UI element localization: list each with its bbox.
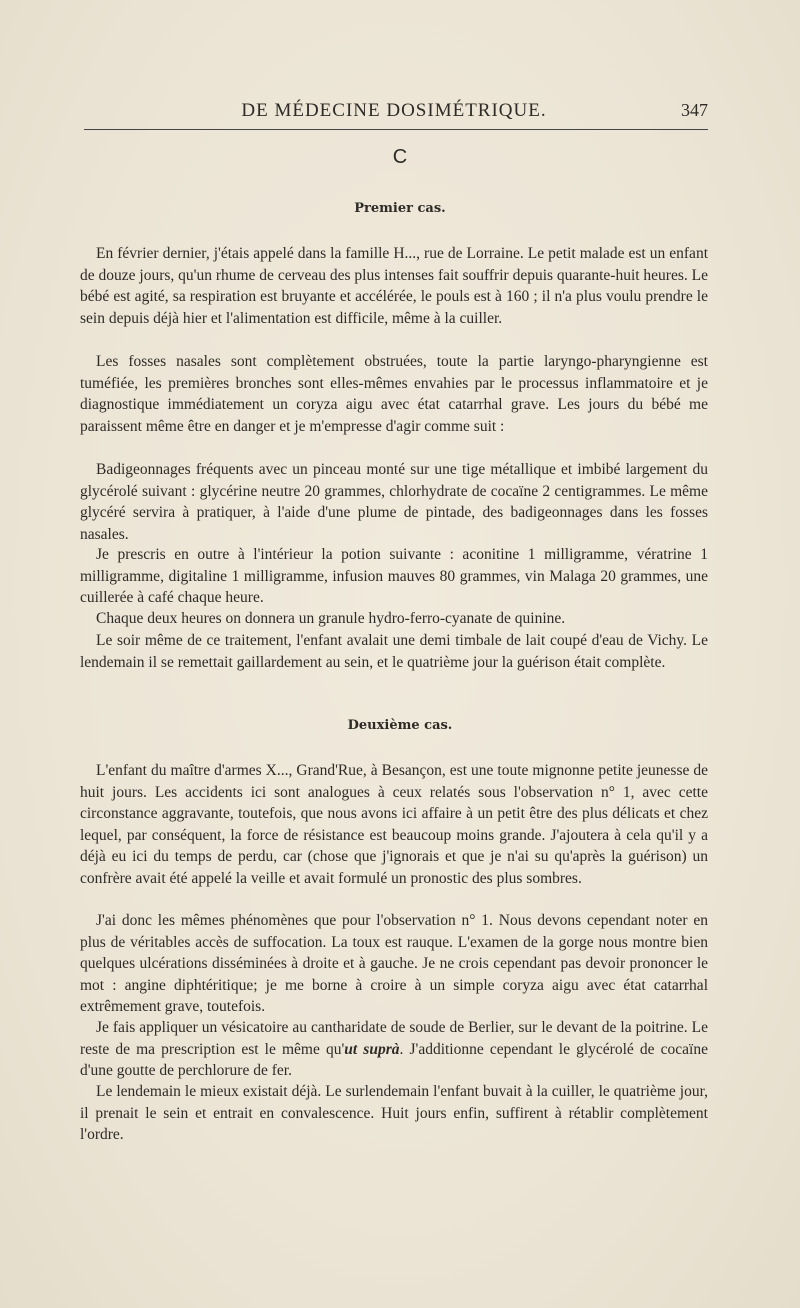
case-2-paragraph-2: J'ai donc les mêmes phénomènes que pour l'observation n° 1. Nous devons cependant noter en plus de véritables accès de suffocation. La toux est rauque. L'examen de la gorge nous montre bien quelques ulcérations disséminées à droite et à gauche. Je ne crois cependant pas devoir prononcer le mot : angine diphtéritique; je me borne à croire à un simple coryza aigu avec état catarrhal extrêmement grave, toutefois. (80, 912, 708, 1016)
section-letter: C (392, 146, 408, 168)
running-title: DE MÉDECINE DOSIMÉTRIQUE. (241, 100, 547, 121)
case-1-title: Premier cas. (354, 201, 446, 216)
case-2-paragraph-3-latin-phrase: ut suprà (344, 1040, 400, 1058)
running-head (80, 100, 708, 124)
case-2-paragraph-3-text-after: . J'additionne cependant le glycérolé de cocaïne d'une goutte de perchlorure de fer. (80, 1040, 708, 1080)
case-1-paragraph-1: En février dernier, j'étais appelé dans la famille H..., rue de Lorraine. Le petit malade est un enfant de douze jours, qu'un rhume de cerveau des plus intenses fait souffrir depuis quarante-huit heures. Le bébé est agité, sa respiration est bruyante et accélérée, le pouls est à 160 ; il n'a plus voulu prendre le sein depuis déjà hier et l'alimentation est difficile, même à la cuiller. (80, 245, 708, 327)
case-2-title: Deuxième cas. (347, 718, 453, 733)
case-2-paragraph-3-text-before: Je fais appliquer un vésicatoire au cantharidate de soude de Berlier, sur le devant de la poitrine. Le reste de ma prescription est le même qu' (80, 1019, 708, 1058)
case-2-paragraph-3 (80, 1017, 708, 1082)
case-1-paragraph-3: Badigeonnages fréquents avec un pinceau monté sur une tige métallique et imbibé largement du glycérolé suivant : glycérine neutre 20 grammes, chlorhydrate de cocaïne 2 centigrammes. Le même glycéré servira à pratiquer, à l'aide d'une plume de pintade, des badigeonnages dans les fosses nasales. (80, 461, 708, 543)
header-rule (84, 129, 708, 130)
case-1-paragraph-6: Le soir même de ce traitement, l'enfant avalait une demi timbale de lait coupé d'eau de Vichy. Le lendemain il se remettait gaillardement au sein, et le quatrième jour la guérison était complète. (80, 632, 708, 671)
case-1-paragraph-5: Chaque deux heures on donnera un granule hydro-ferro-cyanate de quinine. (96, 610, 566, 627)
case-2-paragraph-1: L'enfant du maître d'armes X..., Grand'Rue, à Besançon, est une toute mignonne petite jeunesse de huit jours. Les accidents ici sont analogues à ceux relatés sous l'observation n° 1, avec cette circonstance aggravante, toutefois, que nous avons ici affaire à un petit être des plus délicats et chez lequel, par conséquent, la force de résistance est beaucoup moins grande. J'ajoutera à cela qu'il y a déjà eu ici du temps de perdu, car (chose que j'ignorais et que je n'ai su qu'après la guérison) un confrère avait été appelé la veille et avait formulé un pronostic des plus sombres. (80, 762, 708, 887)
case-2-paragraph-4: Le lendemain le mieux existait déjà. Le surlendemain l'enfant buvait à la cuiller, le quatrième jour, il prenait le sein et entrait en convalescence. Huit jours enfin, suffirent à rétablir complètement l'ordre. (80, 1083, 708, 1144)
case-1-paragraph-2: Les fosses nasales sont complètement obstruées, toute la partie laryngo-pharyngienne est tuméfiée, les premières bronches sont elles-mêmes envahies par le processus inflammatoire et je diagnostique immédiatement un coryza aigu avec état catarrhal grave. Les jours du bébé me paraissent même être en danger et je m'empresse d'agir comme suit : (80, 353, 708, 435)
page-number: 347 (681, 100, 708, 120)
case-1-paragraph-4: Je prescris en outre à l'intérieur la potion suivante : aconitine 1 milligramme, vératrine 1 milligramme, digitaline 1 milligramme, infusion mauves 80 grammes, vin Malaga 20 grammes, une cuillerée à café chaque heure. (80, 546, 708, 607)
